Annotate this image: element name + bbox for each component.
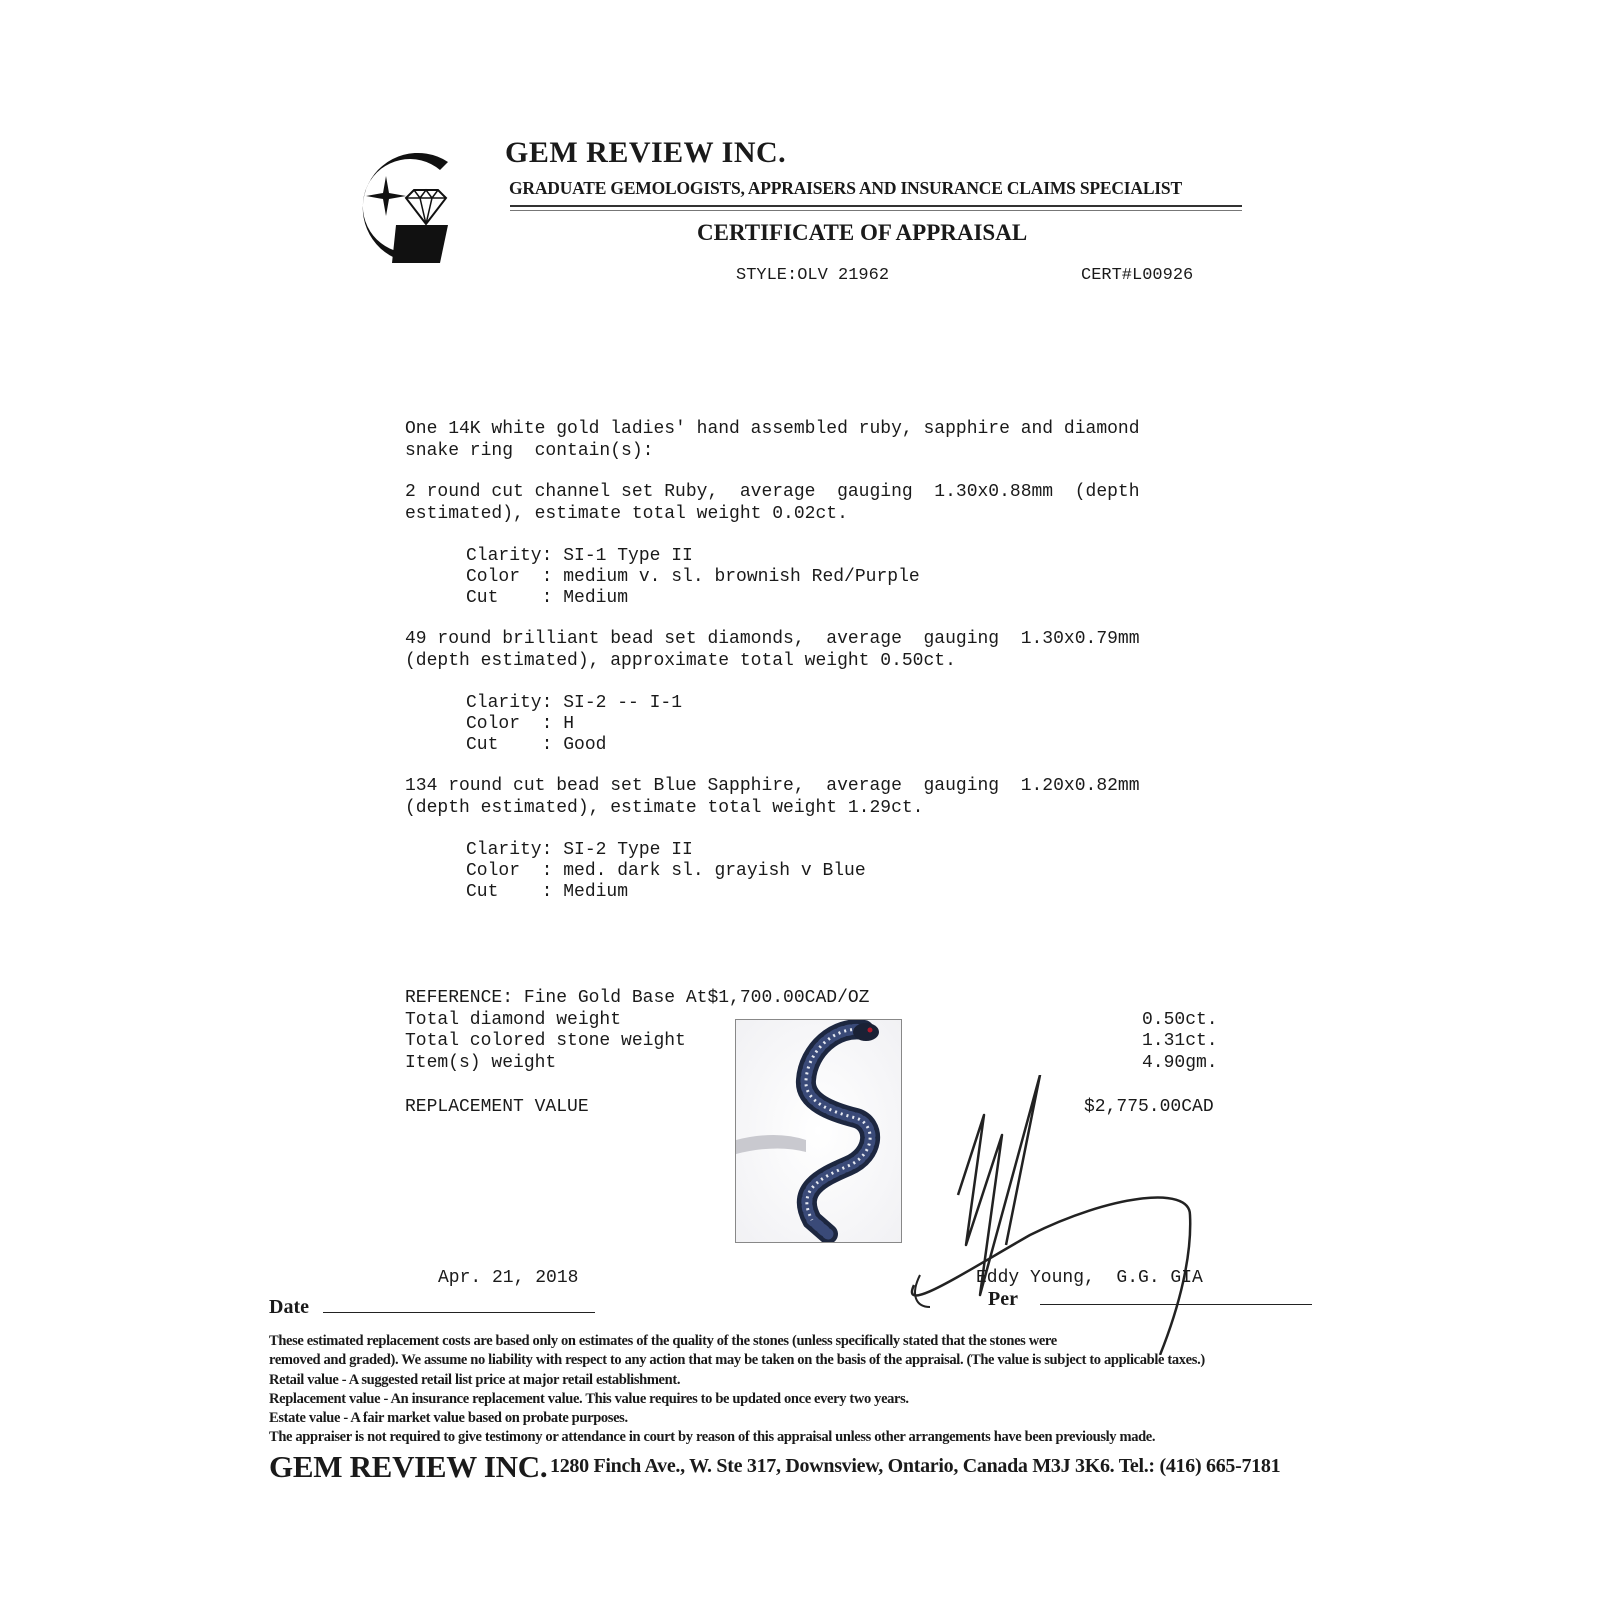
per-line [1040, 1304, 1312, 1305]
item-weight-value: 4.90gm. [1142, 1053, 1218, 1073]
disclaimer-line: removed and graded). We assume no liability with respect to any action that may be taken on the basis of the appraisal. (The value is subject to applicable taxes.) [269, 1352, 1205, 1368]
disclaimer-line: Estate value - A fair market value based on probate purposes. [269, 1410, 628, 1426]
date-label: Date [269, 1296, 309, 1318]
replacement-value-label: REPLACEMENT VALUE [405, 1097, 589, 1117]
footer-company-name: GEM REVIEW INC. [269, 1449, 548, 1484]
reference-line: REFERENCE: Fine Gold Base At$1,700.00CAD/OZ [405, 988, 870, 1008]
stone-line: (depth estimated), approximate total weight 0.50ct. [405, 651, 956, 671]
diamond-weight-label: Total diamond weight [405, 1010, 622, 1030]
description-line: One 14K white gold ladies' hand assembled ruby, sapphire and diamond [405, 419, 1140, 439]
description-line: snake ring contain(s): [405, 441, 654, 461]
ring-photo [735, 1019, 902, 1243]
stone-cut: Cut : Medium [466, 588, 629, 608]
appraiser-name: Eddy Young, G.G. GIA [976, 1268, 1203, 1288]
stone-line: 134 round cut bead set Blue Sapphire, average gauging 1.20x0.82mm [405, 776, 1140, 796]
disclaimer-line: Replacement value - An insurance replacement value. This value requires to be updated once every two years. [269, 1391, 909, 1407]
style-number: STYLE:OLV 21962 [736, 266, 890, 285]
stone-cut: Cut : Good [466, 735, 607, 755]
replacement-value: $2,775.00CAD [1084, 1097, 1214, 1117]
header-divider [510, 205, 1242, 207]
disclaimer-line: Retail value - A suggested retail list price at major retail establishment. [269, 1372, 681, 1388]
item-weight-label: Item(s) weight [405, 1053, 557, 1073]
stone-color: Color : med. dark sl. grayish v Blue [466, 861, 866, 881]
stone-line: 2 round cut channel set Ruby, average gauging 1.30x0.88mm (depth [405, 482, 1140, 502]
stone-line: 49 round brilliant bead set diamonds, average gauging 1.30x0.79mm [405, 629, 1140, 649]
appraisal-date: Apr. 21, 2018 [438, 1268, 579, 1288]
diamond-weight-value: 0.50ct. [1142, 1010, 1218, 1030]
stone-cut: Cut : Medium [466, 882, 629, 902]
stone-clarity: Clarity: SI-2 Type II [466, 840, 693, 860]
certificate-title: CERTIFICATE OF APPRAISAL [697, 220, 1028, 245]
disclaimer-line: The appraiser is not required to give testimony or attendance in court by reason of this appraisal unless other arrangements have been previously made. [269, 1429, 1156, 1445]
cert-number: CERT#L00926 [1081, 266, 1194, 285]
company-tagline: GRADUATE GEMOLOGISTS, APPRAISERS AND INSURANCE CLAIMS SPECIALIST [509, 178, 1182, 198]
footer-address: 1280 Finch Ave., W. Ste 317, Downsview, Ontario, Canada M3J 3K6. Tel.: (416) 665-7181 [550, 1455, 1281, 1477]
date-line [323, 1312, 595, 1313]
colored-weight-label: Total colored stone weight [405, 1031, 686, 1051]
company-name: GEM REVIEW INC. [505, 136, 787, 169]
disclaimer-line: These estimated replacement costs are based only on estimates of the quality of the stones (unless specifically stated that the stones were [269, 1333, 1057, 1349]
stone-clarity: Clarity: SI-2 -- I-1 [466, 693, 683, 713]
stone-color: Color : H [466, 714, 575, 734]
stone-clarity: Clarity: SI-1 Type II [466, 546, 693, 566]
colored-weight-value: 1.31ct. [1142, 1031, 1218, 1051]
stone-color: Color : medium v. sl. brownish Red/Purple [466, 567, 920, 587]
per-label: Per [988, 1288, 1018, 1310]
stone-line: (depth estimated), estimate total weight 1.29ct. [405, 798, 924, 818]
stone-line: estimated), estimate total weight 0.02ct. [405, 504, 848, 524]
gem-review-logo-icon [340, 140, 460, 265]
header-divider-thin [510, 210, 1242, 211]
